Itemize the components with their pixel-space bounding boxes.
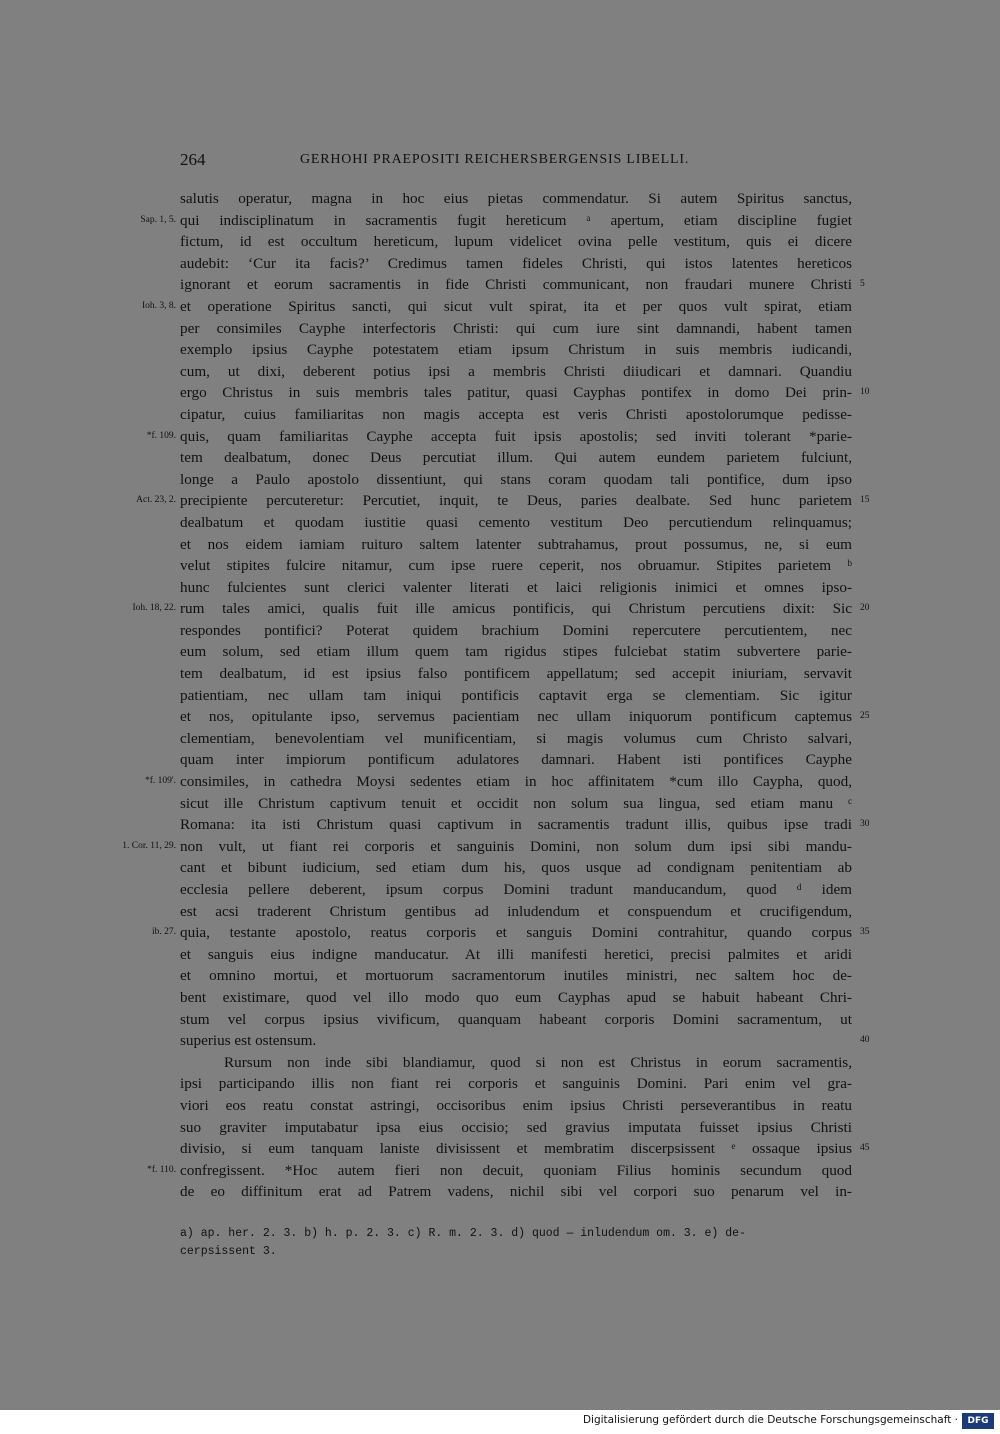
text-line [141,296,852,318]
text-line [180,901,852,923]
line-number: 15 [860,495,870,506]
margin-reference: *f. 109'. [144,776,176,787]
line-text: qui indisciplinatum in sacramentis fugit hereticum ᵃ apertum, etiam discipline fugiet [180,211,852,229]
line-text: tem dealbatum, id est ipsius falso pontificem appellatum; sed accepit iniuriam, servavit [180,665,852,683]
line-number: 10 [860,387,870,398]
text-line [180,382,870,404]
text-line [180,685,852,707]
footnotes [180,1225,852,1261]
text-line [180,965,852,987]
text-line [180,1117,852,1139]
line-text: et omnino mortui, et mortuorum sacramentorum inutiles ministri, nec saltem hoc de- [180,967,852,985]
text-line [151,922,870,944]
text-line [180,793,852,815]
line-text: longe a Paulo apostolo dissentiunt, qui stans coram quodam tali pontifice, dum ipso [180,470,852,488]
text-line [180,231,852,253]
text-line [180,469,852,491]
text-line [122,836,852,858]
text-line [180,857,852,879]
line-text: quis, quam familiaritas Cayphe accepta fuit ipsis apostolis; sed inviti tolerant *parie- [180,427,852,445]
text-line [180,577,852,599]
margin-reference: *f. 109. [146,430,176,441]
footer-bar [0,1410,1000,1434]
text-line [180,404,852,426]
margin-reference: Sap. 1, 5. [140,214,176,225]
text-line [147,1160,852,1182]
main-text [122,188,870,1203]
line-text: divisio, si eum tanquam laniste divisissent et membratim discerpsissent ᵉ ossaque ipsius [180,1140,852,1158]
text-line [180,1030,870,1052]
text-line [180,1138,870,1160]
text-line [180,1073,852,1095]
text-line [180,879,852,901]
line-text: exemplo ipsius Cayphe potestatem etiam ipsum Christum in suis membris iudicandi, [180,341,852,359]
line-number: 35 [860,927,870,938]
line-text: superius est ostensum. [180,1032,317,1050]
margin-reference: 1. Cor. 11, 29. [122,840,176,851]
line-text: precipiente percuteretur: Percutiet, inquit, te Deus, paries dealbate. Sed hunc parietem [180,492,852,510]
text-line [144,771,852,793]
text-line [180,253,852,275]
line-text: tem dealbatum, donec Deus percutiat illum. Qui autem eundem parietem fulciunt, [180,449,852,467]
margin-reference: ib. 27. [151,927,176,938]
text-line [180,447,852,469]
line-text: rum tales amici, qualis fuit ille amicus pontificis, qui Christum percutiens dixit: Sic [180,600,852,618]
text-line [180,814,870,836]
text-line [180,1009,852,1031]
line-text: clementiam, benevolentiam vel munificentiam, si magis volumus cum Christo salvari, [180,729,852,747]
line-text: ecclesia pellere deberent, ipsum corpus Domini tradunt manducandum, quod ᵈ idem [180,881,852,898]
footnote-line: cerpsissent 3. [180,1245,277,1258]
line-text: Romana: ita isti Christum quasi captivum in sacramentis tradunt illis, quibus ipse tradi [180,816,852,834]
text-line [180,1095,852,1117]
line-number: 45 [860,1143,870,1154]
text-line [180,534,852,556]
line-text: ipsi participando illis non fiant rei corporis et sanguinis Domini. Pari enim vel gra- [180,1075,852,1093]
line-number: 20 [860,603,870,614]
line-text: sicut ille Christum captivum tenuit et occidit non solum sua lingua, sed etiam manu ᶜ [180,794,852,812]
text-line [180,1052,852,1074]
line-text: ergo Christus in suis membris tales patitur, quasi Cayphas pontifex in domo Dei prin- [180,384,852,402]
text-line [180,641,852,663]
line-text: suo graviter imputabatur ipsa eius occisio; sed gravius imputata fuisset ipsius Christi [180,1118,852,1136]
line-text: audebit: ‘Cur ita facis?’ Credimus tamen fideles Christi, qui istos latentes hereticos [180,254,852,272]
line-text: et operatione Spiritus sancti, qui sicut vult spirat, ita et per quos vult spirat, etiam [180,297,852,315]
line-text: bent existimare, quod vel illo modo quo eum Cayphas apud se habuit habeant Chri- [180,988,852,1006]
line-text: eum solum, sed etiam illum quem tam rigidus stipes fulciebat statim subvertere parie- [180,643,852,661]
line-text: cipatur, cuius familiaritas non magis accepta est veris Christi apostolorumque pedisse- [180,405,852,423]
margin-reference: *f. 110. [147,1164,176,1175]
line-number: 30 [860,819,870,830]
line-text: ignorant et eorum sacramentis in fide Christi communicant, non fraudari munere Christi [180,276,852,294]
page-header [180,150,852,172]
text-line [136,490,870,512]
line-text: per consimiles Cayphe interfectoris Christi: qui cum iure sint damnandi, habent tamen [180,319,852,337]
line-text: stum vel corpus ipsius vivificum, quanquam habeant corporis Domini sacramentum, ut [180,1010,852,1028]
text-line [180,987,852,1009]
line-text: est acsi traderent Christum gentibus ad inludendum et conspuendum et crucifigendum, [180,902,852,920]
running-title: GERHOHI PRAEPOSITI REICHERSBERGENSIS LIBELLI. [300,152,690,167]
line-text: cant et bibunt iudicium, sed etiam dum his, quos usque ad condignam penitentiam ab [180,859,852,877]
line-text: fictum, id est occultum hereticum, lupum videlicet ovina pelle vestitum, quis ei dicere [180,233,852,251]
line-text: salutis operatur, magna in hoc eius pietas commendatur. Si autem Spiritus sanctus, [180,190,852,207]
text-line [180,361,852,383]
line-text: respondes pontifici? Poterat quidem brachium Domini repercutere percutientem, nec [180,621,852,639]
text-line [180,749,852,771]
text-line [146,426,852,448]
text-line [180,663,852,685]
text-line [180,728,852,750]
line-text: non vult, ut fiant rei corporis et sanguinis Domini, non solum dum ipsi sibi mandu- [180,837,852,855]
line-text: Rursum non inde sibi blandiamur, quod si non est Christus in eorum sacramentis, [224,1053,852,1071]
footnote-line: a) ap. her. 2. 3. b) h. p. 2. 3. c) R. m. 2. 3. d) quod — inludendum om. 3. e) de- [180,1227,746,1240]
line-text: viori eos reatu constat astringi, occisoribus enim ipsius Christi perseverantibus in reatu [180,1096,852,1114]
margin-reference: Act. 23, 2. [136,495,176,506]
text-line [180,339,852,361]
line-text: quia, testante apostolo, reatus corporis et sanguis Domini contrahitur, quando corpus [180,924,852,942]
line-text: patientiam, nec ullam tam iniqui pontificis captavit erga se clementiam. Sic igitur [180,686,852,704]
footer-credit: Digitalisierung gefördert durch die Deutsche Forschungsgemeinschaft · [582,1414,958,1426]
page-number: 264 [180,150,206,169]
margin-reference: Ioh. 18, 22. [132,603,176,614]
line-text: cum, ut dixi, deberent potius ipsi a membris Christi diiudicari et damnari. Quandiu [180,362,852,380]
line-text: dealbatum et quodam iustitie quasi cemento vestitum Deo percutiendum relinquamus; [180,513,852,531]
text-line [180,1181,852,1203]
text-line [180,555,852,577]
dfg-logo: DFG [962,1413,994,1429]
line-text: velut stipites fulcire nitamur, cum ipse ruere ceperit, nos obruamur. Stipites parietem ᵇ [180,557,852,575]
line-number: 5 [860,279,865,290]
line-text: quam inter impiorum pontificum adulatores damnari. Habent isti pontifices Cayphe [180,751,852,769]
line-text: consimiles, in cathedra Moysi sedentes etiam in hoc affinitatem *cum illo Caypha, quod, [180,773,852,791]
margin-reference: Ioh. 3, 8. [141,300,176,311]
line-text: hunc fulcientes sunt clerici valenter literati et laici religionis inimici et omnes ipso- [180,578,852,596]
line-text: et nos, opitulante ipso, servemus pacientiam nec ullam iniquorum pontificum captemus [180,708,852,726]
text-line [180,512,852,534]
line-text: et sanguis eius indigne manducatur. At illi manifesti heretici, precisi palmites et aridi [180,945,852,963]
line-text: de eo diffinitum erat ad Patrem vadens, nichil sibi vel corpori suo penarum vel in- [180,1183,852,1201]
text-line [180,706,870,728]
text-line [180,188,852,210]
text-line [180,318,852,340]
text-line [180,274,865,296]
text-line [180,620,852,642]
text-line [132,598,870,620]
line-text: et nos eidem iamiam ruituro saltem latenter subtrahamus, prout possumus, ne, si eum [180,535,852,553]
line-number: 40 [860,1035,870,1046]
text-line [140,210,852,232]
line-text: confregissent. *Hoc autem fieri non decuit, quoniam Filius hominis secundum quod [180,1161,852,1179]
line-number: 25 [860,711,870,722]
text-line [180,944,852,966]
